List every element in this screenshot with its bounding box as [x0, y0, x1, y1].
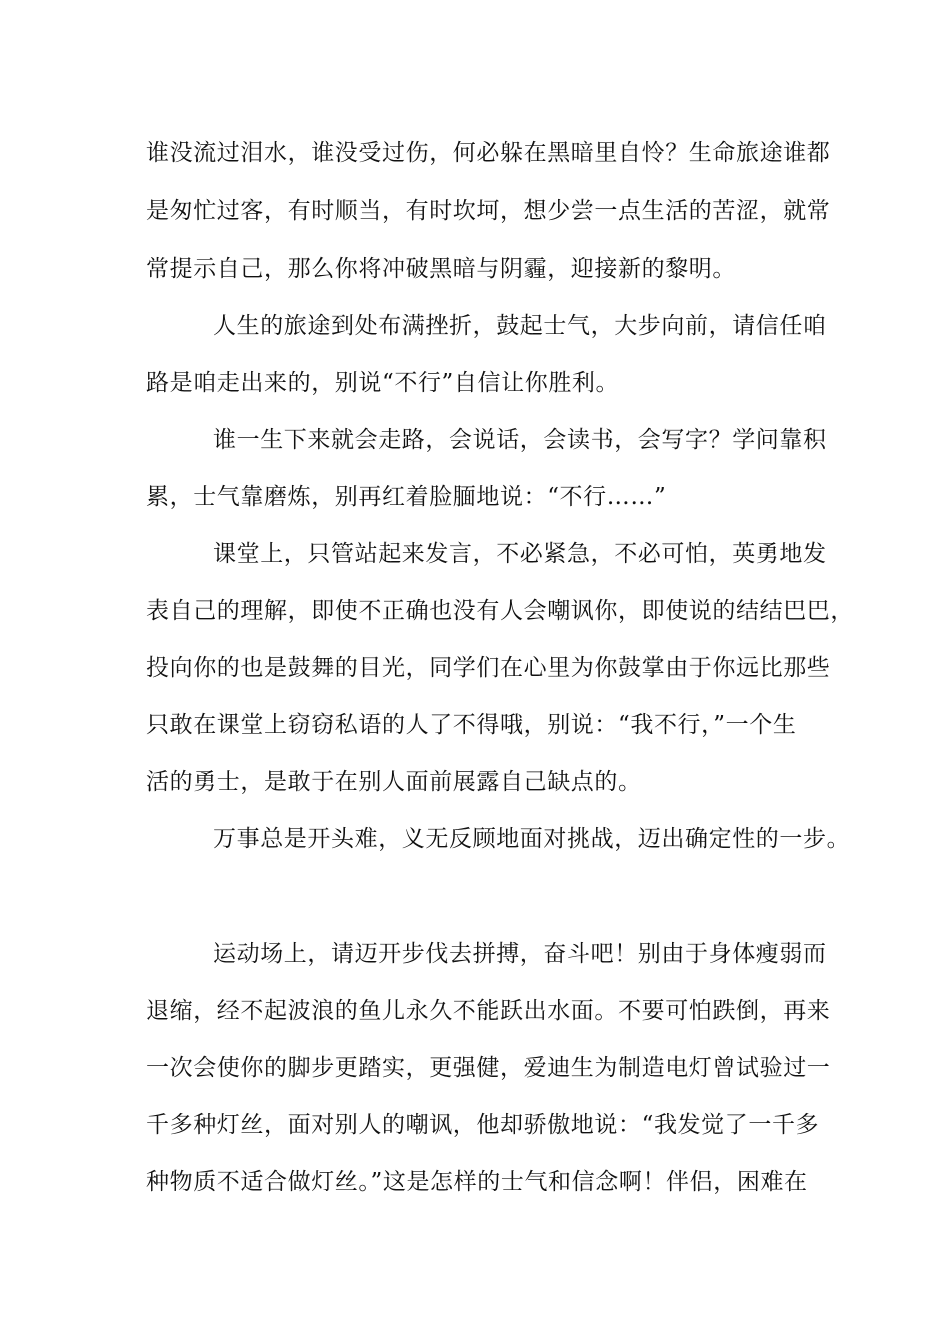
- text-line: 是匆忙过客，有时顺当，有时坎坷，想少尝一点生活的苦涩，就常: [146, 198, 831, 224]
- text-line: 投向你的也是鼓舞的目光，同学们在心里为你鼓掌由于你远比那些: [146, 655, 831, 681]
- text-line: 谁没流过泪水，谁没受过伤，何必躲在黑暗里自怜？生命旅途谁都: [146, 140, 831, 166]
- text-line: 运动场上，请迈开步伐去拼搏，奋斗吧！别由于身体瘦弱而: [213, 941, 827, 967]
- text-line: 一次会使你的脚步更踏实，更强健，爱迪生为制造电灯曾试验过一: [146, 1055, 831, 1081]
- text-line: 退缩，经不起波浪的鱼儿永久不能跃出水面。不要可怕跌倒，再来: [146, 998, 831, 1024]
- text-line: 表自己的理解，即使不正确也没有人会嘲讽你，即使说的结结巴巴，: [146, 598, 854, 624]
- text-line: 活的勇士，是敢于在别人面前展露自己缺点的。: [146, 769, 642, 795]
- text-line: 累，士气靠磨炼，别再红着脸腼地说：“不行……”: [146, 484, 667, 510]
- text-line: 种物质不适合做灯丝。”这是怎样的士气和信念啊！伴侣，困难在: [146, 1169, 808, 1195]
- text-line: 千多种灯丝，面对别人的嘲讽，他却骄傲地说：“我发觉了一千多: [146, 1112, 820, 1138]
- text-line: 课堂上，只管站起来发言，不必紧急，不必可怕，英勇地发: [213, 541, 827, 567]
- text-line: 谁一生下来就会走路，会说话，会读书，会写字？学问靠积: [213, 427, 827, 453]
- text-line: 常提示自己，那么你将冲破黑暗与阴霾，迎接新的黎明。: [146, 256, 736, 282]
- text-line: 万事总是开头难，义无反顾地面对挑战，迈出确定性的一步。: [213, 826, 851, 852]
- text-line: 人生的旅途到处布满挫折，鼓起士气，大步向前，请信任咱: [213, 313, 827, 339]
- text-line: 路是咱走出来的，别说“不行”自信让你胜利。: [146, 370, 620, 396]
- text-line: 只敢在课堂上窃窃私语的人了不得哦，别说：“我不行，”一个生: [146, 712, 797, 738]
